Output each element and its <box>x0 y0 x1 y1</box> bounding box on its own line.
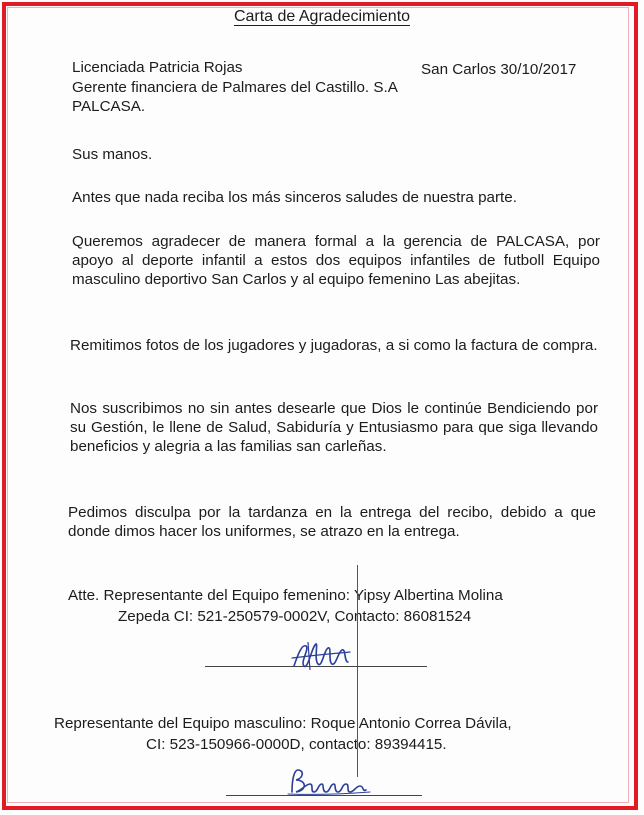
male-representative-line1: Representante del Equipo masculino: Roque Antonio Correa Dávila, <box>54 715 512 732</box>
female-representative-line2: Zepeda CI: 521-250579-0002V, Contacto: 86081524 <box>118 608 472 625</box>
paragraph-blessing: Nos suscribimos no sin antes desearle que Dios le continúe Bendiciendo por su Gestión, le llene de Salud, Sabiduría y Entusiasmo para que siga llevando beneficios y alegria a las familias san carleñas. <box>70 400 598 455</box>
male-signature <box>284 764 374 798</box>
paragraph-apology: Pedimos disculpa por la tardanza en la entrega del recibo, debido a que donde dimos hacer los uniformes, se atrazo en la entrega. <box>68 504 596 540</box>
greeting: Sus manos. <box>72 146 153 163</box>
paragraph-thanks: Queremos agradecer de manera formal a la gerencia de PALCASA, por apoyo al deporte infantil a estos dos equipos infantiles de futboll Equipo masculino deportivo San Carlos y al equipo femenino Las abejitas. <box>72 233 600 288</box>
female-representative-line1: Atte. Representante del Equipo femenino: Yipsy Albertina Molina <box>68 587 503 604</box>
letter-title: Carta de Agradecimiento <box>233 8 411 25</box>
recipient-company: PALCASA. <box>72 98 146 115</box>
recipient-position: Gerente financiera de Palmares del Castillo. S.A <box>72 79 398 96</box>
male-representative-line2: CI: 523-150966-0000D, contacto: 89394415. <box>146 736 447 753</box>
female-signature <box>288 636 358 676</box>
place-date: San Carlos 30/10/2017 <box>421 61 577 78</box>
paragraph-greetings: Antes que nada reciba los más sinceros saludes de nuestra parte. <box>72 189 517 206</box>
paragraph-photos: Remitimos fotos de los jugadores y jugadoras, a si como la factura de compra. <box>70 337 598 354</box>
recipient-name: Licenciada Patricia Rojas <box>72 59 243 76</box>
